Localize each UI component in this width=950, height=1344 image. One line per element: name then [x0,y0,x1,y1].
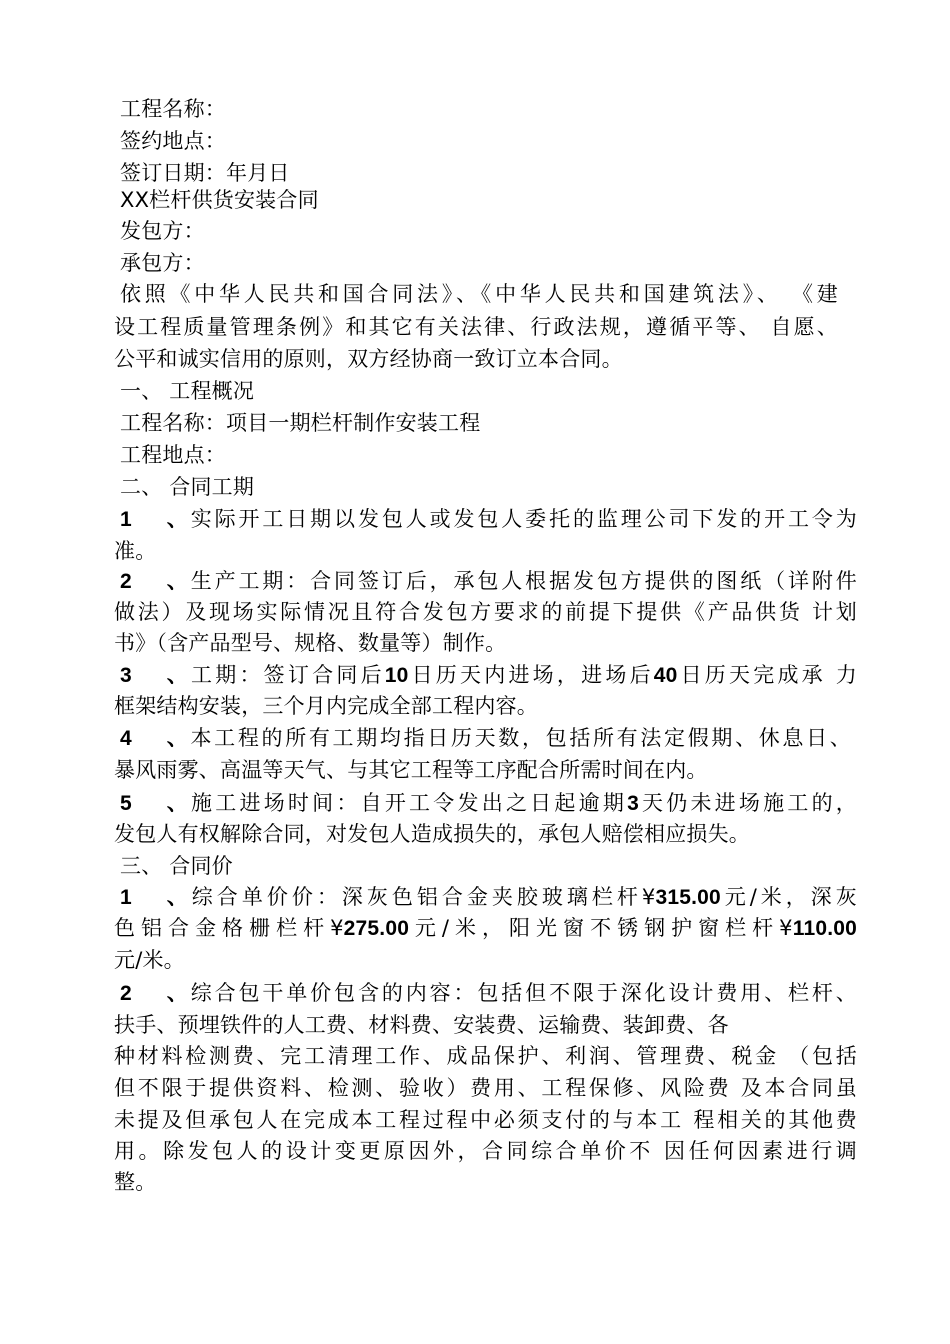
section-2-item-3-line-1: 3、工期：签订合同后10日历天内进场，进场后40日历天完成承 力 [120,660,857,691]
section-3-item-2-line-4: 但不限于提供资料、检测、验收）费用、工程保修、风险费 及本合同虽 [114,1076,857,1100]
employer-field: 发包方： [120,219,205,243]
section-2-item-2-line-1: 2、生产工期：合同签订后，承包人根据发包方提供的图纸（详附件 [120,566,857,597]
section-3-item-1-line-1: 1、综合单价价：深灰色铝合金夹胶玻璃栏杆¥315.00元/米，深灰 [120,882,857,913]
section-1-heading: 一、 工程概况 [120,379,255,403]
section-2-item-4-line-1: 4、本工程的所有工期均指日历天数，包括所有法定假期、休息日、 [120,723,851,754]
item-number: 1、 [120,508,188,531]
item-number: 1、 [120,886,188,909]
section-2-item-4-line-2: 暴风雨雾、高温等天气、与其它工程等工序配合所需时间在内。 [114,758,708,782]
item-number: 3、 [120,664,188,687]
item-number: 4、 [120,727,188,750]
item-number: 5、 [120,792,188,815]
section-3-item-1-line-2: 色铝合金格栅栏杆¥275.00元/米，阳光窗不锈钢护窗栏杆¥110.00 [114,916,857,940]
section-3-item-2-line-7: 整。 [114,1170,157,1194]
section-2-item-3-line-2: 框架结构安装，三个月内完成全部工程内容。 [114,694,538,718]
section-2-item-1-line-1: 1、实际开工日期以发包人或发包人委托的监理公司下发的开工令为 [120,504,857,535]
preamble-line-2: 设工程质量管理条例》和其它有关法律、行政法规，遵循平等、 自愿、 [114,315,838,339]
section-2-item-5-line-1: 5、施工进场时间：自开工令发出之日起逾期3天仍未进场施工的， [120,788,857,819]
section-2-item-5-line-2: 发包人有权解除合同，对发包人造成损失的，承包人赔偿相应损失。 [114,822,750,846]
contractor-field: 承包方： [120,251,205,275]
project-name-field: 工程名称： [120,97,226,121]
item-number: 2、 [120,570,188,593]
section-3-item-2-line-2: 扶手、预埋铁件的人工费、材料费、安装费、运输费、装卸费、各 [114,1013,729,1037]
section-1-project-name: 工程名称：项目一期栏杆制作安装工程 [120,411,481,435]
section-3-item-2-line-5: 未提及但承包人在完成本工程过程中必须支付的与本工 程相关的其他费 [114,1108,857,1132]
sign-place-field: 签约地点： [120,129,226,153]
section-2-item-2-line-3: 书》（含产品型号、规格、数量等）制作。 [114,631,507,655]
preamble-line-3: 公平和诚实信用的原则，双方经协商一致订立本合同。 [114,347,623,371]
section-3-item-1-line-3: 元/米。 [114,948,185,972]
section-1-project-place: 工程地点： [120,443,226,467]
section-3-item-2-line-1: 2、综合包干单价包含的内容：包括但不限于深化设计费用、栏杆、 [120,978,857,1009]
item-number: 2、 [120,982,188,1005]
section-3-item-2-line-3: 种材料检测费、完工清理工作、成品保护、利润、管理费、税金 （包括 [114,1044,857,1068]
section-2-item-1-line-2: 准。 [114,539,157,563]
preamble-line-1: 依照《中华人民共和国合同法》、《中华人民共和国建筑法》、 《建 [120,282,838,306]
section-2-item-2-line-2: 做法）及现场实际情况且符合发包方要求的前提下提供《产品供货 计划 [114,600,857,624]
section-3-heading: 三、 合同价 [120,854,233,878]
section-3-item-2-line-6: 用。除发包人的设计变更原因外，合同综合单价不 因任何因素进行调 [114,1139,857,1163]
section-2-heading: 二、 合同工期 [120,475,255,499]
contract-title: XX栏杆供货安装合同 [120,188,319,212]
sign-date-field: 签订日期：年月日 [120,161,290,185]
